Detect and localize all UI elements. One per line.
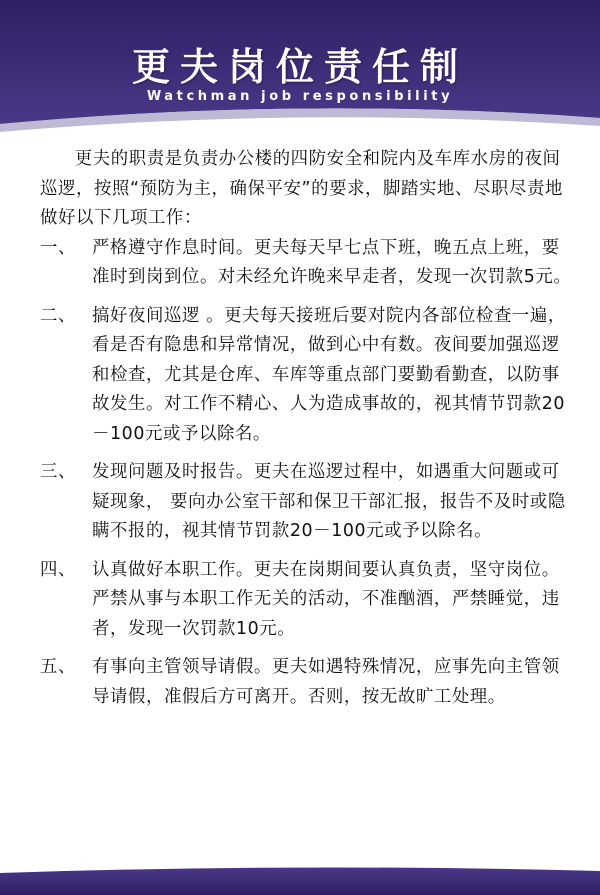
item-text: 发现问题及时报告。更夫在巡逻过程中，如遇重大问题或可疑现象， 要向办公室干部和保卫干部汇报，报告不及时或隐瞒不报的，视其情节罚款20－100元或予以除名。 (92, 462, 566, 541)
item-number: 四、 (40, 559, 76, 580)
header-banner (0, 0, 600, 140)
list-item (40, 458, 575, 547)
footer-shape (0, 867, 600, 895)
item-number: 一、 (40, 237, 76, 258)
item-text: 有事向主管领导请假。更夫如遇特殊情况，应事先向主管领导请假，准假后方可离开。否则，按无故旷工处理。 (92, 657, 560, 707)
page-title: 更夫岗位责任制 (131, 45, 468, 89)
item-text: 认真做好本职工作。更夫在岗期间要认真负责，坚守岗位。严禁从事与本职工作无关的活动，不准酗酒，严禁睡觉，违者，发现一次罚款10元。 (92, 559, 560, 639)
footer-background (0, 863, 600, 895)
item-text: 严格遵守作息时间。更夫每天早七点下班，晚五点上班，要准时到岗到位。对未经允许晚来早走者，发现一次罚款5元。 (92, 237, 572, 287)
footer-bar (0, 863, 600, 895)
page-subtitle: Watchman job responsibility (146, 89, 454, 104)
intro-paragraph: 更夫的职责是负责办公楼的四防安全和院内及车库水房的夜间巡逻，按照“预防为主，确保平安”的要求，脚踏实地、尽职尽责地做好以下几项工作： (40, 149, 563, 228)
document-body (40, 145, 575, 712)
list-item (40, 234, 575, 293)
list-item (40, 653, 575, 712)
item-number: 五、 (40, 657, 76, 677)
list-item (40, 556, 575, 645)
item-text: 搞好夜间巡逻 。更夫每天接班后要对院内各部位检查一遍，看是否有隐患和异常情况，做到心中有数。夜间要加强巡逻和检查，尤其是仓库、车库等重点部门要勤看勤查，以防事故发生。对工作不精心、人为造成事故的，视其情节罚款20－100元或予以除名。 (92, 305, 566, 444)
list-item (40, 302, 575, 450)
item-number: 三、 (40, 462, 76, 482)
item-number: 二、 (40, 305, 76, 326)
